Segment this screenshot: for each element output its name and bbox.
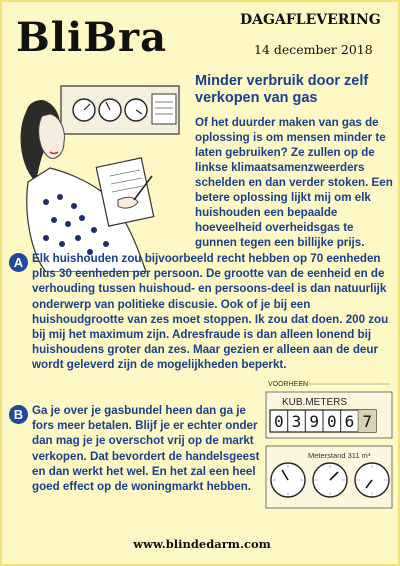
article-headline: Minder verbruik door zelf verkopen van gas — [195, 73, 369, 106]
meter-digit-3: 9 — [309, 412, 320, 431]
meter-digit-4: 0 — [326, 412, 337, 431]
meter-digit-2: 3 — [291, 412, 302, 431]
article-intro: Of het duurder maken van gas de oplossing is om mensen minder te laten gebruiken? Ze zullen op de linkse klimaatsamenzweerders schelden en dan verder stoken. Een betere oplossing lijkt mij om elk huishouden een bepaalde hoeveelheid overheidsgas te gunnen tegen een billijke prijs. — [195, 116, 393, 249]
masthead-title: BliBra — [16, 14, 167, 61]
meter-digit-6: 7 — [362, 412, 373, 431]
meter-unit-label: KUB.METERS — [282, 397, 348, 408]
meter-digit-1: 0 — [273, 412, 284, 431]
edition-label: DAGAFLEVERING — [240, 12, 381, 28]
section-a-marker: A — [9, 253, 28, 272]
woman-reading-meter-illustration — [6, 72, 186, 272]
section-b-text: Ga je over je gasbundel heen dan ga je fors meer betalen. Blijf je er echter onder dan mag je je overschot vrij op de markt verkopen. Dat bevordert de handelsgeest en dan werkt het wel. En het zal een heel goed effect op de woningmarkt hebben. — [32, 404, 260, 494]
footer-url[interactable]: www.blindedarm.com — [133, 537, 271, 551]
meter-stand-label: Meterstand 311 m³ — [308, 451, 371, 460]
section-a-text: Elk huishouden zou bijvoorbeeld recht hebben op 70 eenheden plus 30 eenheden per persoon. De grootte van de eenheid en de verhouding tussen huishoud- en persoons-deel is dan natuurlijk onderwerp van politieke discusie. Ook of je bij een huishoudgrootte van zes moet stoppen. Ik zou dat doen. 200 zou bij mij het maximum zijn. Adresfraude is dan alleen lonend bij huishoudens groter dan zes. Maar gezien er alleen aan de deur wordt geleverd zijn de mogelijkheden beperkt. — [32, 252, 389, 372]
gas-meter-illustration — [264, 374, 396, 510]
issue-date: 14 december 2018 — [254, 42, 373, 57]
section-b-marker: B — [9, 405, 28, 424]
meter-digit-5: 6 — [344, 412, 355, 431]
meter-header: VOORHEEN — [268, 381, 309, 388]
